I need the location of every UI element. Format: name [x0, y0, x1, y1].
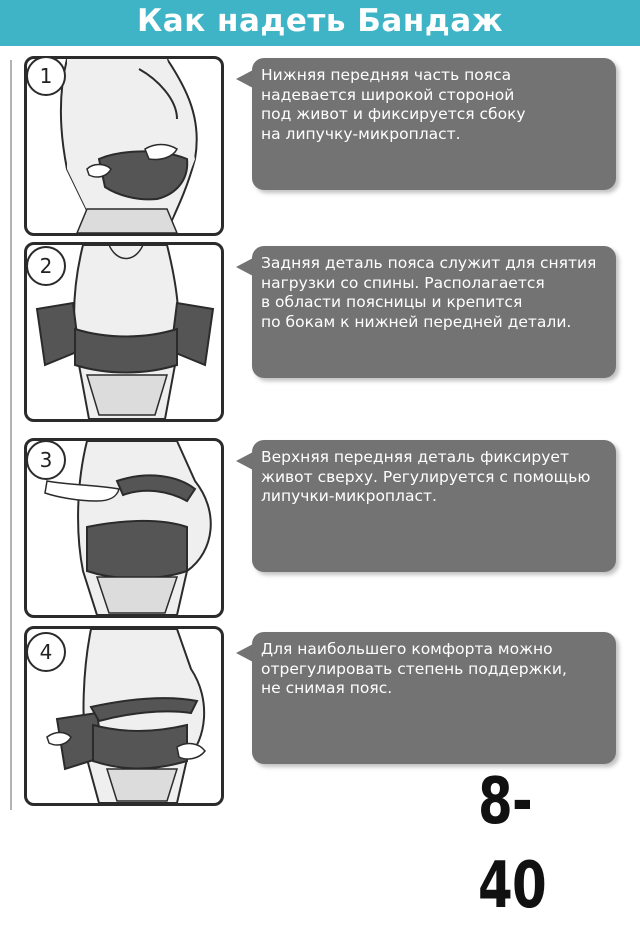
page-title: Как надеть Бандаж — [136, 3, 504, 39]
title-bar — [0, 0, 640, 46]
step-1 — [0, 56, 640, 236]
bubble-pointer — [236, 258, 253, 276]
instruction-bubble — [252, 632, 616, 764]
step-number-badge: 1 — [26, 56, 66, 96]
step-number-badge: 2 — [26, 246, 66, 286]
step-number-badge: 3 — [26, 440, 66, 480]
step-2 — [0, 242, 640, 422]
instruction-bubble — [252, 440, 616, 572]
instruction-bubble — [252, 246, 616, 378]
instruction-text: Верхняя передняя деталь фиксирует живот сверху. Регулируется с помощью липучки-микропласт. — [261, 448, 591, 505]
instruction-text: Для наибольшего комфорта можно отрегулировать степень поддержки, не снимая пояс. — [261, 640, 567, 697]
instruction-text: Задняя деталь пояса служит для снятия нагрузки со спины. Располагается в области поясницы и крепится по бокам к нижней передней детали. — [261, 254, 597, 331]
step-number-badge: 4 — [26, 632, 66, 672]
product-code: 8-40 — [478, 765, 546, 923]
bubble-pointer — [236, 70, 253, 88]
bubble-pointer — [236, 644, 253, 662]
instruction-text: Нижняя передняя часть пояса надевается широкой стороной под живот и фиксируется сбоку на липучку-микропласт. — [261, 66, 526, 143]
bubble-pointer — [236, 452, 253, 470]
step-3 — [0, 438, 640, 618]
instruction-bubble — [252, 58, 616, 190]
